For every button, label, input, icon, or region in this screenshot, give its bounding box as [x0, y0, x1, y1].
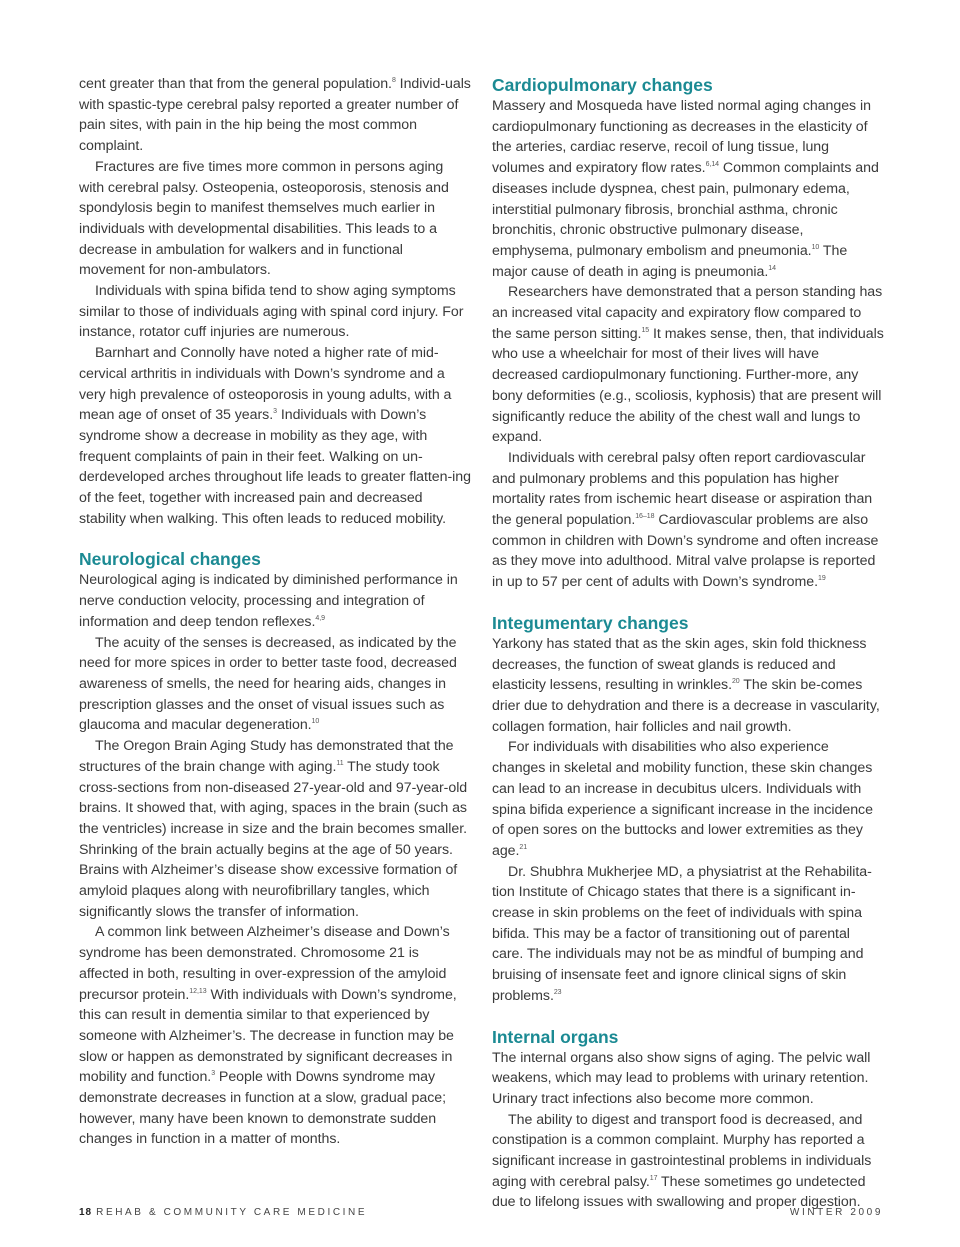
- reference-superscript: 6,14: [705, 161, 720, 169]
- paragraph-text: The ability to digest and transport food is decreased, and constipation is a common complaint. Murphy has reported a significant increase in gastrointestinal problems in individuals aging with cerebral palsy.: [492, 1111, 872, 1190]
- reference-superscript: 11: [336, 759, 344, 767]
- paragraph: [79, 74, 471, 157]
- section-spacer: [492, 593, 884, 612]
- paragraph-text: cent greater than that from the general population.: [79, 76, 392, 92]
- paragraph: [492, 862, 884, 1007]
- paragraph-text: A common link between Alzheimer’s disease and Down’s syndrome has been demonstrated. Chromosome 21 is affected in both, resulting in over-expression of the amyloid precursor protein.: [79, 924, 450, 1003]
- paragraph: [492, 96, 884, 282]
- paragraph-text: The Oregon Brain Aging Study has demonstrated that the structures of the brain change with aging.: [79, 738, 454, 775]
- paragraph-text: Barnhart and Connolly have noted a higher rate of mid-cervical arthritis in individuals with Down’s syndrome and a very high prevalence of osteoporosis in young adults, with a mean age of onset of 35 years.: [79, 345, 452, 424]
- paragraph: [492, 634, 884, 738]
- reference-superscript: 14: [768, 264, 776, 272]
- paragraph: [79, 633, 471, 737]
- paragraph-text: These sometimes go undetected due to lifelong issues with swallowing and proper digestion.: [492, 1173, 866, 1211]
- page-number: 18: [79, 1207, 93, 1218]
- paragraph-text: Individuals with cerebral palsy often report cardiovascular and pulmonary problems and this population has higher mortality rates from ischemic heart disease or aspiration than the general population.: [492, 449, 873, 529]
- paragraph-text: Massery and Mosqueda have listed normal aging changes in cardiopulmonary functioning as decreases in the elasticity of the arteries, cardiac reserve, recoil of lung tissue, lung volumes and expiratory flow rates.: [492, 98, 871, 177]
- paragraph-text: The acuity of the senses is decreased, as indicated by the need for more spices in order to better taste food, decreased awareness of smells, the need for hearing aids, changes in prescription glasses and the onset of visual issues such as glaucoma and macular degeneration.: [79, 634, 457, 734]
- paragraph-text: The internal organs also show signs of aging. The pelvic wall weakens, which may lead to problems with urinary retention. Urinary tract infections also become more common.: [492, 1049, 871, 1107]
- reference-superscript: 10: [811, 243, 820, 251]
- paragraph-text: Individuals with Down’s syndrome show a decrease in mobility as they age, with frequent complaints of pain in their feet. Walking on un-derdeveloped arches throughout life leads to greater flatten-ing of the feet, together with increased pain and decreased stability when walking. This often leads to reduced mobility.: [79, 407, 471, 527]
- reference-superscript: 3: [211, 1070, 216, 1078]
- paragraph: [492, 282, 884, 448]
- paragraph-text: Individ-uals with spastic-type cerebral palsy reported a greater number of pain sites, with pain in the hip being the most common complaint.: [79, 76, 471, 155]
- footer-issue: WINTER 2009: [789, 1207, 883, 1218]
- paragraph: [79, 157, 471, 281]
- paragraph-text: It makes sense, then, that individuals who use a wheelchair for most of their lives will have decreased cardiopulmonary functioning. Further-more, any bony deformities (e.g., scoliosis, kyphosis) that are present will significantly reduce the ability of the chest wall and lungs to expand.: [492, 325, 884, 446]
- paragraph: [79, 922, 471, 1150]
- paragraph: [79, 736, 471, 922]
- paragraph-text: Common complaints and diseases include dyspnea, chest pain, pulmonary edema, interstitial pulmonary fibrosis, bronchial asthma, chronic bronchitis, chronic obstructive pulmonary disease, emphysema, pulmonary embolism and pneumonia.: [492, 160, 879, 259]
- paragraph: [492, 448, 884, 593]
- paragraph-text: The major cause of death in aging is pneumonia.: [492, 242, 848, 280]
- paragraph: [492, 737, 884, 861]
- reference-superscript: 15: [641, 326, 650, 334]
- paragraph-text: Individuals with spina bifida tend to show aging symptoms similar to those of individuals aging with spinal cord injury. For instance, rotator cuff injuries are numerous.: [79, 283, 464, 341]
- paragraph-text: Researchers have demonstrated that a person standing has an increased vital capacity and expiratory flow compared to the same person sitting.: [492, 284, 883, 342]
- reference-superscript: 8: [391, 77, 396, 84]
- reference-superscript: 17: [649, 1174, 658, 1182]
- paragraph: [79, 570, 471, 632]
- paragraph-text: Yarkony has stated that as the skin ages, skin fold thickness decreases, the function of sweat glands is reduced and elasticity lessens, resulting in wrinkles.: [492, 635, 867, 694]
- paragraph: [492, 1110, 884, 1214]
- paragraph: [79, 343, 471, 529]
- reference-superscript: 12,13: [189, 987, 207, 995]
- section-heading-integumentary: Integumentary changes: [492, 612, 689, 633]
- paragraph-text: People with Downs syndrome may demonstrate decreases in function at a slow, gradual pace; however, many have been known to demonstrate sudden changes in function in a matter of months.: [79, 1069, 446, 1148]
- paragraph-text: Neurological aging is indicated by diminished performance in nerve conduction velocity, processing and integration of information and deep tendon reflexes.: [79, 572, 458, 630]
- paragraph-text: With individuals with Down’s syndrome, this can result in dementia similar to that experienced by someone with Alzheimer’s. The decrease in function may be slow or happen as demonstrated by significant decreases in mobility and function.: [79, 986, 457, 1086]
- reference-superscript: 10: [311, 718, 320, 726]
- paragraph-text: The skin be-comes drier due to dehydration and there is a decrease in vascularity, collagen formation, hair follicles and nail growth.: [492, 677, 880, 735]
- paragraph-text: Cardiovascular problems are also common in children with Down’s syndrome and often increase as they move into adulthood. Mitral valve prolapse is reported in up to 57 per cent of adults with Down’s syndrome.: [492, 512, 879, 591]
- right-column: [492, 74, 884, 1213]
- section-heading-cardiopulmonary: Cardiopulmonary changes: [492, 75, 713, 95]
- reference-superscript: 16–18: [635, 513, 655, 521]
- reference-superscript: 4,9: [315, 614, 325, 622]
- paragraph-text: Dr. Shubhra Mukherjee MD, a physiatrist at the Rehabilita-tion Institute of Chicago states that there is a significant in-crease in skin problems on the feet of individuals with spina bifida. This may be a factor of transitioning out of parental care. The individuals may not be as mindful of bumping and bruising of insensate feet and ignore clinical signs of skin problems.: [492, 863, 872, 1004]
- reference-superscript: 3: [273, 408, 277, 416]
- paragraph-text: For individuals with disabilities who also experience changes in skeletal and mobility function, these skin changes can lead to an increase in decubitus ulcers. Individuals with spina bifida experience a significant increase in the incidence of open sores on the buttocks and lower extremities as they age.: [492, 739, 873, 859]
- paragraph: [79, 281, 471, 343]
- publication-name: REHAB & COMMUNITY CARE MEDICINE: [96, 1207, 368, 1218]
- section-heading-internal-organs: Internal organs: [492, 1026, 619, 1047]
- reference-superscript: 21: [519, 843, 528, 851]
- reference-superscript: 23: [553, 988, 562, 996]
- section-spacer: [492, 1007, 884, 1026]
- reference-superscript: 19: [818, 575, 826, 583]
- paragraph-text: The study took cross-sections from non-diseased 27-year-old and 97-year-old brains. It showed that, with aging, spaces in the brain (such as the ventricles) increase in size and the brain becomes smaller. Shrinking of the brain actually begins at the age of 50 years. Brains with Alzheimer’s disease show excessive formation of amyloid plaques along with neurofibrillary tangles, which significantly slows the transfer of information.: [79, 758, 468, 920]
- reference-superscript: 20: [731, 678, 740, 686]
- section-heading-neurological: Neurological changes: [79, 549, 261, 570]
- paragraph-text: Fractures are five times more common in persons aging with cerebral palsy. Osteopenia, osteoporosis, stenosis and spondylosis begin to manifest themselves much earlier in individuals with developmental disabilities. This leads to a decrease in ambulation for walkers and in functional movement for non-ambulators.: [79, 158, 449, 279]
- section-spacer: [79, 529, 471, 548]
- left-column: [79, 74, 471, 1150]
- footer-publication: [79, 1207, 367, 1218]
- paragraph: [492, 1048, 884, 1110]
